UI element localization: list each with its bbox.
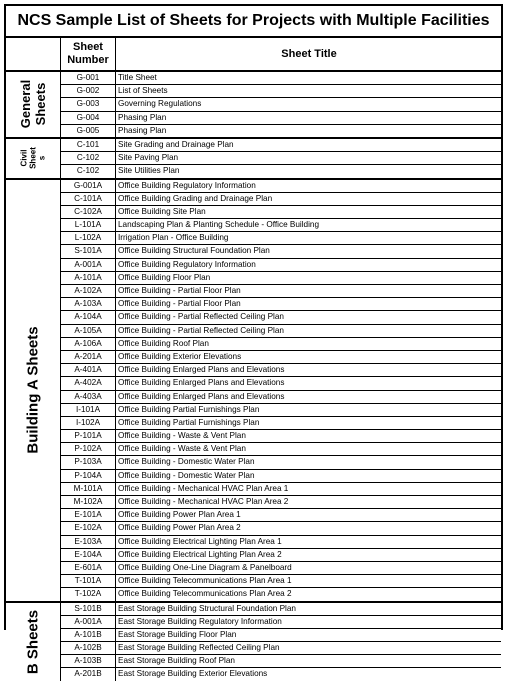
table-row — [61, 562, 501, 575]
sheet-title-cell: Office Building - Partial Reflected Ceiling Plan — [118, 325, 284, 335]
table-row — [61, 285, 501, 298]
sheet-number-cell: L-101A — [61, 219, 116, 231]
document-title: NCS Sample List of Sheets for Projects with Multiple Facilities — [6, 6, 501, 38]
sheet-number-cell: S-101A — [61, 245, 116, 257]
table-row — [61, 272, 501, 285]
group-label-cell — [6, 180, 61, 601]
section-building-b — [6, 603, 501, 681]
sheet-title-cell: Office Building Partial Furnishings Plan — [118, 404, 260, 414]
sheet-number-cell: A-001A — [61, 259, 116, 271]
sheet-title-cell: Office Building - Partial Reflected Ceiling Plan — [118, 312, 284, 322]
table-row — [61, 377, 501, 390]
sheet-number-cell: A-403A — [61, 391, 116, 403]
sheet-number-cell: A-401A — [61, 364, 116, 376]
sheet-title-cell: Office Building Site Plan — [118, 206, 206, 216]
sheet-number-header — [61, 38, 116, 70]
group-label-line: Sheet — [28, 147, 38, 170]
sheet-title-cell: East Storage Building Exterior Elevations — [118, 669, 268, 679]
table-row — [61, 139, 501, 152]
sheet-title-cell: Office Building Structural Foundation Plan — [118, 246, 270, 256]
sheet-number-cell: P-101A — [61, 430, 116, 442]
table-row — [61, 456, 501, 469]
sheet-number-cell: C-102 — [61, 152, 116, 164]
sheet-title-cell: Office Building - Domestic Water Plan — [118, 457, 255, 467]
sheet-title-cell: Office Building Telecommunications Plan Area 2 — [118, 589, 292, 599]
sheet-number-cell: A-102B — [61, 642, 116, 654]
sheet-number-cell: A-101B — [61, 629, 116, 641]
table-row — [61, 85, 501, 98]
table-row — [61, 509, 501, 522]
table-row — [61, 193, 501, 206]
group-label-line: Civil — [19, 149, 29, 167]
table-header — [6, 38, 501, 72]
sheet-title-cell: Office Building Electrical Lighting Plan Area 2 — [118, 549, 282, 559]
table-row — [61, 112, 501, 125]
sheet-number-cell: C-101 — [61, 139, 116, 151]
table-row — [61, 629, 501, 642]
sheet-title-cell: Site Paving Plan — [118, 153, 179, 163]
sheet-title-cell: Office Building Power Plan Area 1 — [118, 510, 241, 520]
sheet-title-cell: Irrigation Plan - Office Building — [118, 233, 229, 243]
sheet-title-cell: Office Building Roof Plan — [118, 338, 209, 348]
sheet-number-cell: M-102A — [61, 496, 116, 508]
sheet-number-cell: E-104A — [61, 549, 116, 561]
sheet-number-cell: G-001A — [61, 180, 116, 192]
sheet-number-cell: A-101A — [61, 272, 116, 284]
table-row — [61, 72, 501, 85]
sheet-number-cell: S-101B — [61, 603, 116, 615]
sheet-title-cell: Office Building - Waste & Vent Plan — [118, 444, 246, 454]
sheet-title-cell: Phasing Plan — [118, 125, 167, 135]
table-row — [61, 152, 501, 165]
group-label-cell — [6, 72, 61, 137]
sheet-title-cell: East Storage Building Reflected Ceiling Plan — [118, 643, 280, 653]
sheet-title-cell: Office Building Grading and Drainage Plan — [118, 193, 273, 203]
sheet-title-cell: Office Building - Partial Floor Plan — [118, 286, 241, 295]
section-rows — [61, 603, 501, 681]
table-row — [61, 417, 501, 430]
section-building-a — [6, 180, 501, 603]
table-row — [61, 588, 501, 600]
sheet-title-cell: Office Building - Waste & Vent Plan — [118, 431, 246, 441]
section-rows — [61, 72, 501, 137]
group-label-line: General — [18, 80, 33, 129]
sheet-title-cell: Office Building Enlarged Plans and Elevations — [118, 365, 285, 375]
sheet-number-cell: A-402A — [61, 377, 116, 389]
sheet-number-cell: G-004 — [61, 112, 116, 124]
table-row — [61, 522, 501, 535]
table-row — [61, 311, 501, 324]
table-row — [61, 98, 501, 111]
table-row — [61, 470, 501, 483]
section-civil — [6, 139, 501, 180]
sheet-title-cell: Site Utilities Plan — [118, 166, 180, 176]
table-row — [61, 430, 501, 443]
sheet-title-cell: Office Building Telecommunications Plan Area 1 — [118, 576, 292, 586]
group-label — [25, 326, 42, 453]
table-row — [61, 232, 501, 245]
table-row — [61, 206, 501, 219]
sheet-number-cell: E-103A — [61, 536, 116, 548]
sheet-number-cell: T-101A — [61, 575, 116, 587]
sheet-number-cell: C-102 — [61, 165, 116, 177]
table-row — [61, 391, 501, 404]
table-row — [61, 668, 501, 680]
sheet-number-cell: A-103B — [61, 655, 116, 667]
sheet-number-cell: A-104A — [61, 311, 116, 323]
section-general — [6, 72, 501, 139]
sheet-number-header-line1: Sheet — [73, 41, 103, 53]
table-row — [61, 245, 501, 258]
sheet-title-cell: Office Building Regulatory Information — [118, 180, 256, 190]
sheet-number-cell: A-201B — [61, 668, 116, 680]
sheet-number-cell: G-005 — [61, 125, 116, 137]
sheet-title-cell: Office Building Enlarged Plans and Elevations — [118, 378, 285, 388]
sheet-list-table — [4, 4, 503, 679]
sheet-number-cell: L-102A — [61, 232, 116, 244]
sheet-number-cell: I-101A — [61, 404, 116, 416]
sheet-number-cell: A-001A — [61, 616, 116, 628]
sheet-title-cell: Office Building Regulatory Information — [118, 259, 256, 269]
sheet-number-cell: I-102A — [61, 417, 116, 429]
table-row — [61, 259, 501, 272]
group-label-line: Building A Sheets — [24, 326, 42, 454]
table-row — [61, 404, 501, 417]
sheet-number-cell: T-102A — [61, 588, 116, 600]
sheet-number-cell: P-104A — [61, 470, 116, 482]
group-header-cell — [6, 38, 61, 70]
sheet-title-cell: List of Sheets — [118, 86, 168, 96]
table-row — [61, 180, 501, 193]
table-row — [61, 325, 501, 338]
sheet-number-cell: M-101A — [61, 483, 116, 495]
sheet-title-cell: East Storage Building Structural Foundation Plan — [118, 603, 296, 613]
sheet-number-cell: A-201A — [61, 351, 116, 363]
sheet-title-cell: Office Building Enlarged Plans and Elevations — [118, 391, 285, 401]
group-label-cell — [6, 603, 61, 681]
sheet-title-cell: East Storage Building Roof Plan — [118, 656, 235, 666]
table-row — [61, 496, 501, 509]
sheet-number-cell: A-106A — [61, 338, 116, 350]
sheet-number-cell: G-003 — [61, 98, 116, 110]
sheet-number-cell: C-102A — [61, 206, 116, 218]
sheet-number-cell: A-102A — [61, 285, 116, 297]
sheet-title-cell: East Storage Building Regulatory Information — [118, 616, 282, 626]
group-label — [25, 609, 42, 673]
sheet-title-cell: Office Building One-Line Diagram & Panelboard — [118, 562, 292, 572]
sheet-title-cell: Site Grading and Drainage Plan — [118, 139, 234, 149]
table-row — [61, 536, 501, 549]
sheet-title-cell: Office Building Power Plan Area 2 — [118, 523, 241, 533]
table-row — [61, 616, 501, 629]
section-rows — [61, 139, 501, 178]
table-row — [61, 655, 501, 668]
sheet-number-cell: G-001 — [61, 72, 116, 84]
table-row — [61, 483, 501, 496]
table-row — [61, 165, 501, 177]
group-label-line: s — [37, 155, 47, 161]
sheet-number-cell: P-103A — [61, 456, 116, 468]
group-label-line: B Sheets — [24, 609, 42, 674]
sheet-title-cell: Office Building - Domestic Water Plan — [118, 470, 255, 480]
table-row — [61, 364, 501, 377]
sheet-number-cell: E-101A — [61, 509, 116, 521]
sheet-number-cell: A-103A — [61, 298, 116, 310]
sheet-title-cell: Office Building Partial Furnishings Plan — [118, 417, 260, 427]
sheet-title-cell: Office Building Exterior Elevations — [118, 351, 242, 361]
sheet-title-cell: Governing Regulations — [118, 99, 202, 109]
sheet-number-header-line2: Number — [67, 54, 109, 66]
sheet-title-cell: Landscaping Plan & Planting Schedule - Office Building — [118, 220, 320, 230]
sheet-number-cell: C-101A — [61, 193, 116, 205]
table-row — [61, 219, 501, 232]
group-label — [20, 147, 47, 169]
sheet-title-cell: Title Sheet — [118, 73, 157, 82]
table-row — [61, 549, 501, 562]
sheet-title-header: Sheet Title — [281, 48, 337, 60]
table-row — [61, 125, 501, 137]
table-row — [61, 575, 501, 588]
sheet-number-cell: E-102A — [61, 522, 116, 534]
table-row — [61, 351, 501, 364]
sheet-number-cell: A-105A — [61, 325, 116, 337]
sheet-number-cell: G-002 — [61, 85, 116, 97]
sheet-number-cell: E-601A — [61, 562, 116, 574]
sheet-title-cell: Office Building - Mechanical HVAC Plan Area 1 — [118, 483, 289, 493]
group-label-line: Sheets — [33, 83, 48, 126]
group-label — [18, 80, 48, 128]
group-label-cell — [6, 139, 61, 178]
section-rows — [61, 180, 501, 601]
sheet-title-cell: Office Building - Partial Floor Plan — [118, 299, 241, 309]
table-row — [61, 338, 501, 351]
sheet-title-cell: Phasing Plan — [118, 112, 167, 122]
sheet-title-cell: Office Building Electrical Lighting Plan Area 1 — [118, 536, 282, 546]
sheet-title-cell: East Storage Building Floor Plan — [118, 629, 237, 639]
table-row — [61, 443, 501, 456]
table-row — [61, 298, 501, 311]
sheet-number-cell: P-102A — [61, 443, 116, 455]
sheet-title-cell: Office Building - Mechanical HVAC Plan Area 2 — [118, 497, 289, 506]
table-body — [6, 72, 501, 681]
table-row — [61, 642, 501, 655]
sheet-title-cell: Office Building Floor Plan — [118, 272, 211, 282]
table-row — [61, 603, 501, 616]
